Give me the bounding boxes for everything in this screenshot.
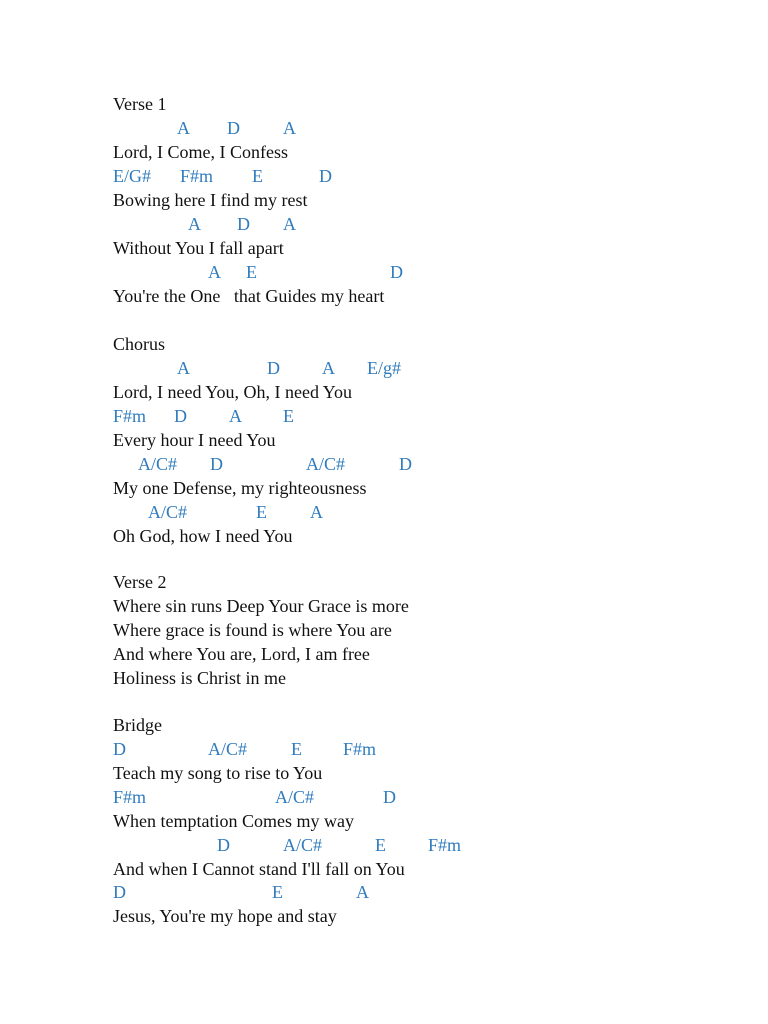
verse2-heading: Verse 2 [113, 572, 167, 592]
chord: D [237, 214, 250, 234]
chord: F#m [113, 406, 147, 426]
verse2-lyric-line-3: And where You are, Lord, I am free [113, 644, 370, 664]
chord: A [283, 118, 296, 138]
verse1-chord-line-2 [113, 164, 332, 188]
chorus-chord-line-1 [113, 356, 401, 380]
bridge-heading: Bridge [113, 715, 162, 735]
chord: E [272, 882, 283, 902]
chord: D [399, 454, 412, 474]
chord: E [291, 739, 302, 759]
chord: A/C# [208, 739, 248, 759]
chord: E [375, 835, 386, 855]
chord: A/C# [283, 835, 323, 855]
chord: E/g# [367, 358, 401, 378]
chord: F#m [428, 835, 462, 855]
chord: E [256, 502, 267, 522]
chord: E/G# [113, 166, 151, 186]
verse1-lyric-line-4: You're the One that Guides my heart [113, 286, 385, 306]
chord: A [188, 214, 201, 234]
chord: F#m [343, 739, 377, 759]
chord: E [252, 166, 263, 186]
chord: D [267, 358, 280, 378]
verse1-chord-line-3 [113, 212, 296, 236]
bridge-lyric-line-2: When temptation Comes my way [113, 811, 354, 831]
chord: A [356, 882, 369, 902]
chord: E [283, 406, 294, 426]
chord: F#m [180, 166, 214, 186]
chord: A [208, 262, 221, 282]
verse2-lyric-line-2: Where grace is found is where You are [113, 620, 392, 640]
chord: D [383, 787, 396, 807]
chord: A/C# [148, 502, 188, 522]
chord: F#m [113, 787, 147, 807]
chorus-chord-line-2 [113, 404, 294, 428]
chorus-lyric-line-4: Oh God, how I need You [113, 526, 293, 546]
chord: D [113, 739, 126, 759]
chorus-lyric-line-2: Every hour I need You [113, 430, 276, 450]
chord: A/C# [275, 787, 315, 807]
chord: A/C# [138, 454, 178, 474]
chorus-lyric-line-1: Lord, I need You, Oh, I need You [113, 382, 352, 402]
chord: D [227, 118, 240, 138]
chord: D [217, 835, 230, 855]
verse1-lyric-line-1: Lord, I Come, I Confess [113, 142, 288, 162]
chord: A [310, 502, 323, 522]
chorus-chord-line-4 [113, 500, 323, 524]
chord: D [174, 406, 187, 426]
chorus-chord-line-3 [113, 452, 412, 476]
bridge-lyric-line-3: And when I Cannot stand I'll fall on You [113, 859, 405, 879]
chord: D [113, 882, 126, 902]
verse1-lyric-line-3: Without You I fall apart [113, 238, 284, 258]
bridge-lyric-line-1: Teach my song to rise to You [113, 763, 323, 783]
chord: D [390, 262, 403, 282]
chord: D [319, 166, 332, 186]
bridge-chord-line-1 [113, 737, 377, 761]
verse2-lyric-line-4: Holiness is Christ in me [113, 668, 287, 688]
bridge-chord-line-3 [113, 833, 462, 857]
chord: A [229, 406, 242, 426]
verse1-heading: Verse 1 [113, 94, 167, 114]
bridge-chord-line-2 [113, 785, 396, 809]
chord: A [177, 358, 190, 378]
bridge-lyric-line-4: Jesus, You're my hope and stay [113, 906, 337, 926]
chorus-heading: Chorus [113, 334, 166, 354]
chord: A/C# [306, 454, 346, 474]
chord: A [322, 358, 335, 378]
chord: A [283, 214, 296, 234]
verse1-chord-line-1 [113, 116, 296, 140]
chord: D [210, 454, 223, 474]
chord: E [246, 262, 257, 282]
verse1-chord-line-4 [113, 260, 403, 284]
chorus-lyric-line-3: My one Defense, my righteousness [113, 478, 367, 498]
verse1-lyric-line-2: Bowing here I find my rest [113, 190, 308, 210]
verse2-lyric-line-1: Where sin runs Deep Your Grace is more [113, 596, 409, 616]
chord: A [177, 118, 190, 138]
bridge-chord-line-4 [113, 880, 369, 904]
